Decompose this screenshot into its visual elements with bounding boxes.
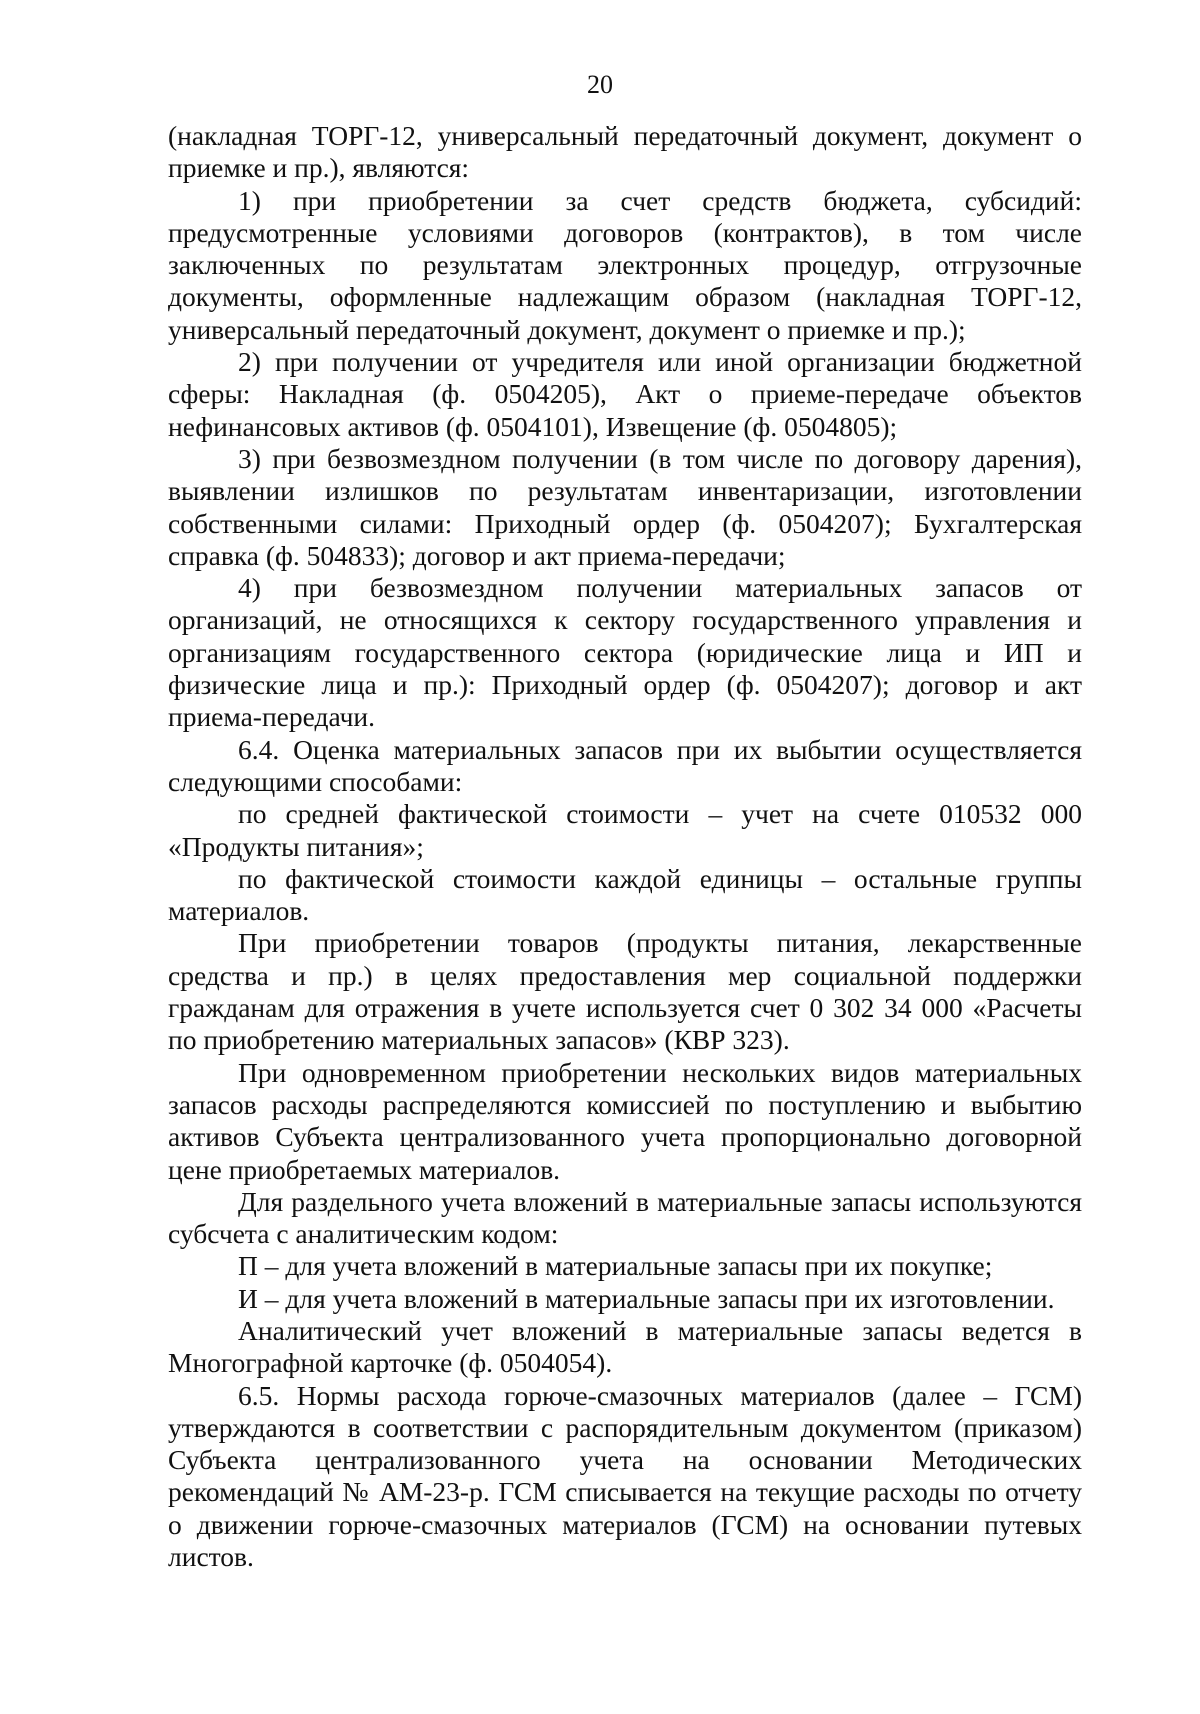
paragraph: 4) при безвозмездном получении материальных запасов от организаций, не относящихся к сектору государственного управления и организациям государственного сектора (юридические лица и ИП и физические лица и пр.): Приходный ордер (ф. 0504207); договор и акт приема-передачи.	[168, 572, 1082, 733]
paragraph: И – для учета вложений в материальные запасы при их изготовлении.	[238, 1282, 1055, 1314]
paragraph: 1) при приобретении за счет средств бюджета, субсидий: предусмотренные условиями договоров (контрактов), в том числе заключенных по результатам электронных процедур, отгрузочные документы, оформленные надлежащим образом (накладная ТОРГ-12, универсальный передаточный документ, документ о приемке и пр.);	[168, 184, 1082, 345]
paragraph: Для раздельного учета вложений в материальные запасы используются субсчета с аналитическим кодом:	[168, 1185, 1082, 1250]
paragraph: 6.5. Нормы расхода горюче-смазочных материалов (далее – ГСМ) утверждаются в соответствии с распорядительным документом (приказом) Субъекта централизованного учета на основании Методических рекомендаций № АМ-23-р. ГСМ списывается на текущие расходы по отчету о движении горюче-смазочных материалов (ГСМ) на основании путевых листов.	[168, 1379, 1082, 1573]
paragraph: Аналитический учет вложений в материальные запасы ведется в Многографной карточке (ф. 0504054).	[168, 1314, 1082, 1379]
paragraph: (накладная ТОРГ-12, универсальный передаточный документ, документ о приемке и пр.), являются:	[168, 120, 1082, 184]
document-body	[168, 120, 1082, 1573]
paragraph: При одновременном приобретении нескольких видов материальных запасов расходы распределяются комиссией по поступлению и выбытию активов Субъекта централизованного учета пропорционально договорной цене приобретаемых материалов.	[168, 1056, 1082, 1185]
paragraph: При приобретении товаров (продукты питания, лекарственные средства и пр.) в целях предоставления мер социальной поддержки гражданам для отражения в учете используется счет 0 302 34 000 «Расчеты по приобретению материальных запасов» (КВР 323).	[168, 927, 1082, 1056]
paragraph: 6.4. Оценка материальных запасов при их выбытии осуществляется следующими способами:	[168, 733, 1082, 797]
paragraph: 3) при безвозмездном получении (в том числе по договору дарения), выявлении излишков по результатам инвентаризации, изготовлении собственными силами: Приходный ордер (ф. 0504207); Бухгалтерская справка (ф. 504833); договор и акт приема-передачи;	[168, 442, 1082, 571]
paragraph: П – для учета вложений в материальные запасы при их покупке;	[238, 1250, 993, 1282]
paragraph: по средней фактической стоимости – учет на счете 010532 000 «Продукты питания»;	[168, 798, 1082, 862]
page-number: 20	[587, 70, 613, 99]
paragraph: по фактической стоимости каждой единицы – остальные группы материалов.	[168, 862, 1082, 927]
paragraph: 2) при получении от учредителя или иной организации бюджетной сферы: Накладная (ф. 0504205), Акт о приеме-передаче объектов нефинансовых активов (ф. 0504101), Извещение (ф. 0504805);	[168, 346, 1082, 442]
